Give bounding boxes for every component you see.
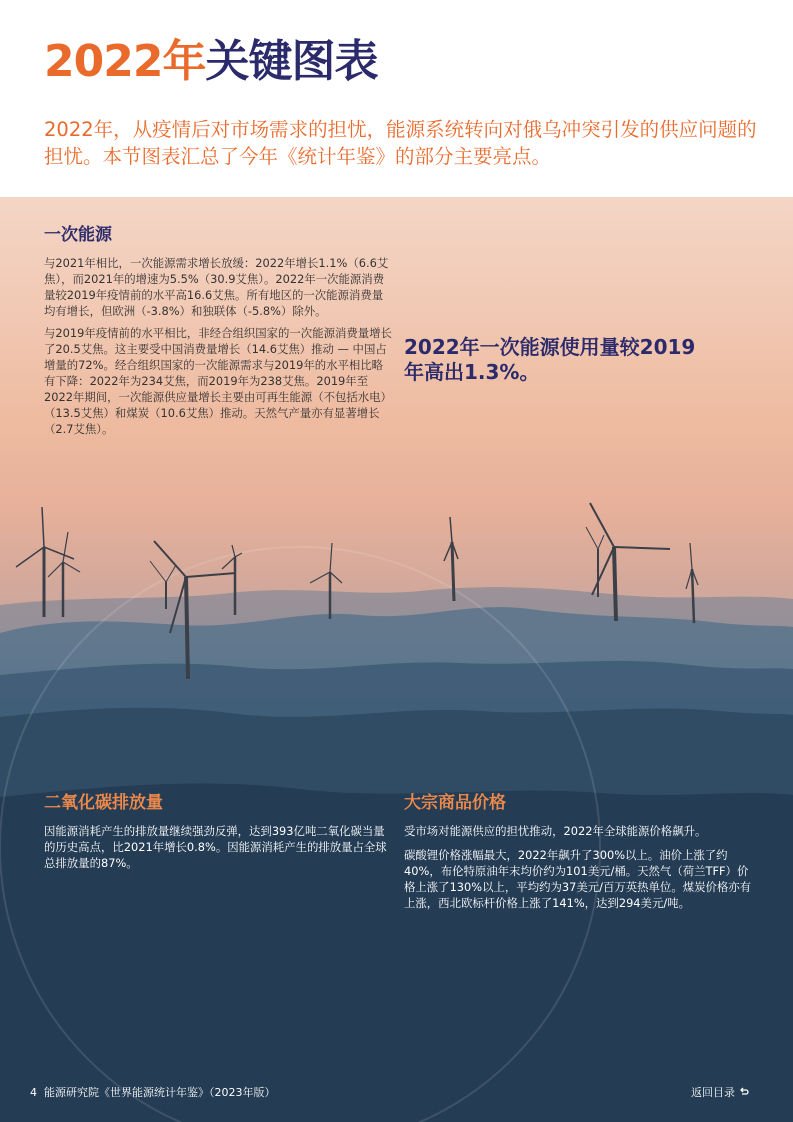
footer-publication (30, 1084, 276, 1100)
commodity-paragraph-2: 碳酸锂价格涨幅最大，2022年飙升了300%以上。油价上涨了约40%，布伦特原油年末均价约为101美元/桶。天然气（荷兰TFF）价格上涨了130%以上，平均约为37美元/百万英热单位。煤炭价格亦有上涨，西北欧标杆价格上涨了141%，达到294美元/吨。 (404, 848, 752, 910)
return-arrow-icon[interactable] (739, 1087, 749, 1097)
primary-energy-paragraph-1: 与2021年相比，一次能源需求增长放缓：2022年增长1.1%（6.6艾焦），而2021年的增速为5.5%（30.9艾焦）。2022年一次能源消费量较2019年疫情前的水平高16.6艾焦。所有地区的一次能源消费量均有增长，但欧洲（-3.8%）和独联体（-5.8%）除外。 (44, 256, 389, 318)
primary-energy-callout: 2022年一次能源使用量较2019年高出1.3%。 (404, 335, 696, 384)
primary-energy-paragraph-2: 与2019年疫情前的水平相比，非经合组织国家的一次能源消费量增长了20.5艾焦。这主要受中国消费量增长（14.6艾焦）推动 — 中国占增量的72%。经合组织国家的一次能源需求与2019年的水平相比略有下降：2022年为234艾焦，而2019年为238艾焦。2019年至2022年期间，一次能源供应量增长主要由可再生能源（不包括水电）（13.5艾焦）和煤炭（10.6艾焦）推动。天然气产量亦有显著增长（2.7艾焦）。 (44, 326, 392, 436)
primary-energy-heading: 一次能源 (44, 225, 112, 245)
commodity-paragraph-1: 受市场对能源供应的担忧推动，2022年全球能源价格飙升。 (404, 824, 707, 838)
hero-background (0, 197, 793, 1122)
co2-paragraph: 因能源消耗产生的排放量继续强劲反弹，达到393亿吨二氧化碳当量的历史高点，比2021年增长0.8%。因能源消耗产生的排放量占全球总排放量的87%。 (44, 824, 387, 870)
back-to-contents-label[interactable]: 返回目录 (691, 1086, 735, 1099)
page-title (44, 36, 377, 88)
page-number: 4 (30, 1086, 37, 1099)
commodity-heading: 大宗商品价格 (404, 793, 506, 813)
intro-text: 2022年，从疫情后对市场需求的担忧，能源系统转向对俄乌冲突引发的供应问题的担忧。本节图表汇总了今年《统计年鉴》的部分主要亮点。 (44, 118, 757, 168)
commodity-section (404, 788, 754, 911)
page-title-rest: 关键图表 (205, 36, 378, 87)
back-to-contents-link[interactable] (691, 1084, 749, 1100)
publication-name: 能源研究院《世界能源统计年鉴》（2023年版） (44, 1086, 276, 1099)
primary-energy-section (44, 220, 394, 437)
co2-section (44, 788, 394, 871)
page-title-year: 2022年 (44, 36, 206, 87)
co2-heading: 二氧化碳排放量 (44, 793, 163, 813)
